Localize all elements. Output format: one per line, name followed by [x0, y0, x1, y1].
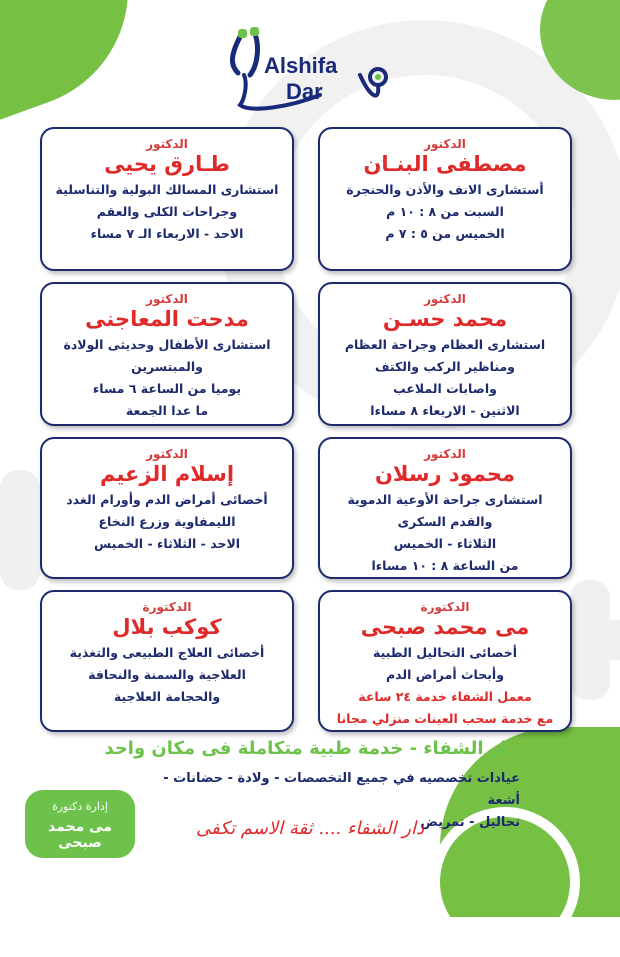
doctor-card [40, 437, 294, 579]
services-line: تحاليل - تمريض [420, 815, 520, 830]
doctor-title: الدكتورة [142, 600, 192, 614]
doctor-schedule: الاحد - الثلاثاء - الخميس [93, 536, 241, 551]
doctor-specialty: وأبحاث أمراض الدم [386, 667, 504, 682]
management-label: إدارة دكتورة [52, 800, 108, 813]
doctor-name: مى محمد صبحى [360, 615, 530, 639]
doctor-schedule: السبت من ٨ : ١٠ م [386, 204, 504, 219]
brand-line1: Alshifa [264, 53, 338, 78]
doctor-specialty: استشارى العظام وجراحة العظام [344, 337, 546, 352]
doctor-title: الدكتور [146, 137, 188, 151]
doctor-schedule: الاثنين - الاربعاء ٨ مساءا [370, 403, 520, 418]
doctor-specialty: والمبتسرين [131, 359, 203, 374]
doctor-specialty: استشارى الأطفال وحديثى الولادة [63, 337, 271, 352]
brand-line2: Dar [286, 79, 323, 104]
doctor-card [40, 590, 294, 732]
doctor-specialty: العلاجية والسمنة والنحافة [88, 667, 246, 682]
doctor-schedule: الثلاثاء - الخميس [393, 536, 497, 551]
doctor-card [318, 282, 572, 426]
doctor-specialty: وجراحات الكلى والعقم [96, 204, 238, 219]
doctor-name: محمد حسـن [382, 307, 508, 331]
doctor-schedule: من الساعة ٨ : ١٠ مساءا [371, 558, 519, 573]
doctor-title: الدكتور [424, 137, 466, 151]
doctor-card [318, 590, 572, 732]
decor-green-top-left [0, 0, 162, 126]
doctor-title: الدكتورة [420, 600, 470, 614]
brand-logo [230, 25, 400, 115]
doctor-specialty: ومناظير الركب والكتف [375, 359, 515, 374]
lab-service-note: مع خدمة سحب العينات منزلي مجانا [336, 711, 554, 726]
doctor-card [40, 282, 294, 426]
tagline: دار الشفاء - خدمة طبية متكاملة فى مكان واحد [104, 738, 516, 759]
doctor-specialty: استشارى المسالك البولية والتناسلية [55, 182, 279, 197]
doctor-specialty: والقدم السكرى [397, 514, 493, 529]
doctor-card [40, 127, 294, 271]
doctor-card [318, 437, 572, 579]
doctor-schedule: الاحد - الاربعاء الـ ٧ مساء [90, 226, 244, 241]
doctor-specialty: الليمفاوية وزرع النخاع [98, 514, 236, 529]
doctor-specialty: والحجامة العلاجية [113, 689, 221, 704]
doctor-card [318, 127, 572, 271]
management-badge [25, 790, 135, 858]
doctor-name: كوكب بلال [112, 615, 222, 639]
doctor-title: الدكتور [146, 292, 188, 306]
doctor-title: الدكتور [146, 447, 188, 461]
doctor-name: مدحت المعاجنى [85, 307, 249, 331]
doctor-specialty: واصابات الملاعب [393, 381, 497, 396]
slogan: دار الشفاء .... ثقة الاسم تكفى [196, 818, 424, 839]
doctor-specialty: أخصائى أمراض الدم وأورام الغدد [66, 492, 268, 507]
doctor-title: الدكتور [424, 447, 466, 461]
doctor-name: طـارق يحيى [104, 152, 230, 176]
doctor-specialty: أخصائى التحاليل الطبية [372, 645, 518, 660]
services-line: عيادات تخصصيه في جميع التخصصات - ولادة - حضانات - أشعة [163, 771, 520, 808]
doctor-name: إسلام الزعيم [99, 462, 235, 486]
management-name: مى محمد صبحى [48, 819, 112, 851]
doctor-title: الدكتور [424, 292, 466, 306]
doctor-specialty: أخصائى العلاج الطبيعى والتغذية [69, 645, 265, 660]
doctor-name: محمود رسلان [374, 462, 516, 486]
doctor-schedule: يوميا من الساعة ٦ مساء [92, 381, 242, 396]
doctor-specialty: أستشارى الانف والأذن والحنجرة [346, 182, 544, 197]
doctor-name: مصطفى البنـان [363, 152, 527, 176]
doctor-schedule: الخميس من ٥ : ٧ م [385, 226, 505, 241]
doctor-specialty: استشارى جراحة الأوعية الدموية [347, 492, 543, 507]
lab-service-note: معمل الشفاء خدمة ٢٤ ساعة [358, 689, 532, 704]
doctor-schedule: ما عدا الجمعة [125, 403, 209, 418]
